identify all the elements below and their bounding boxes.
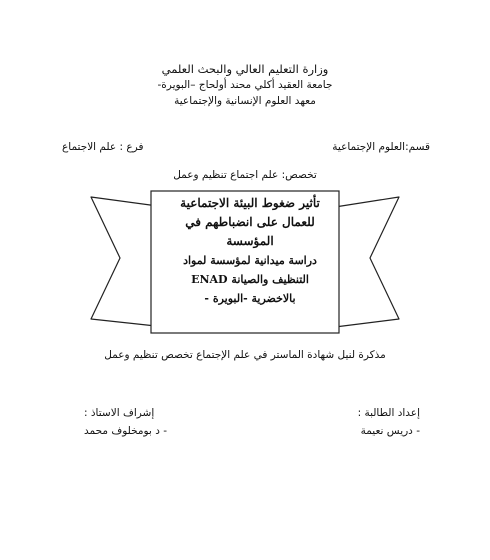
title-line-2: للعمال على انضباطهم في — [185, 215, 315, 229]
thesis-note: مذكرة لنيل شهادة الماستر في علم الإجتماع تخصص تنظيم وعمل — [104, 349, 386, 361]
institute-name: معهد العلوم الإنسانية والإجتماعية — [174, 95, 316, 107]
title-line-5: التنظيف والصيانة ENAD — [191, 273, 309, 286]
thesis-title-block — [165, 194, 335, 308]
student-label: إعداد الطالبة : — [357, 407, 420, 419]
title-line-6: بالاخضرية -البويرة - — [204, 292, 296, 305]
branch-label: فرع : علم الاجتماع — [62, 141, 144, 153]
specialization-label: تخصص: علم اجتماع تنظيم وعمل — [173, 169, 317, 181]
title-line-1: تأثير ضغوط البيئة الاجتماعية — [180, 196, 320, 210]
department-label: قسم:العلوم الإجتماعية — [332, 141, 430, 153]
ribbon-right-tail — [335, 197, 399, 327]
title-line-3: المؤسسة — [226, 234, 274, 248]
supervisor-name: - د بومخلوف محمد — [84, 425, 167, 437]
student-name: - دريس نعيمة — [360, 425, 420, 437]
university-name: جامعة العقيد أكلي محند أولحاج –البويرة- — [157, 79, 333, 91]
supervisor-label: إشراف الاستاذ : — [84, 407, 155, 419]
title-line-4: دراسة ميدانية لمؤسسة لمواد — [183, 254, 317, 267]
ministry-name: وزارة التعليم العالي والبحث العلمي — [161, 62, 329, 76]
